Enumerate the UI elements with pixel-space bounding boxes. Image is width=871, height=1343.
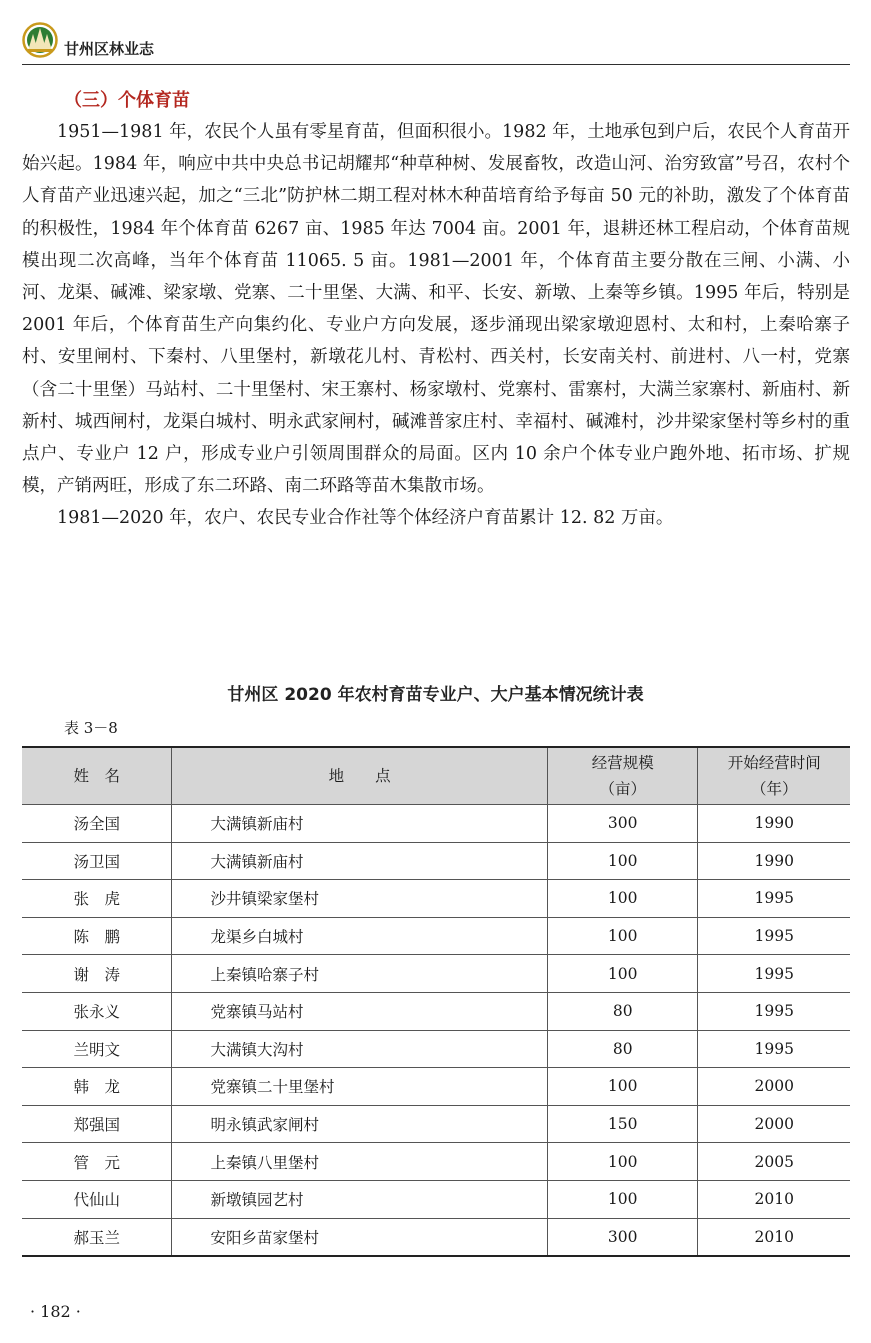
cell-scale: 100 [547, 880, 698, 918]
body-text [22, 116, 850, 535]
cell-scale: 100 [547, 955, 698, 993]
header-scale [547, 747, 698, 805]
cell-scale: 100 [547, 1143, 698, 1181]
header-scale-unit: （亩） [599, 780, 646, 798]
cell-place: 大满镇大沟村 [172, 1030, 548, 1068]
cell-year: 2010 [698, 1218, 850, 1256]
cell-scale: 300 [547, 1218, 698, 1256]
cell-place: 龙渠乡白城村 [172, 917, 548, 955]
table-row [22, 1180, 850, 1218]
cell-name: 郝玉兰 [22, 1218, 172, 1256]
table-row [22, 1105, 850, 1143]
cell-place: 党寨镇马站村 [172, 992, 548, 1030]
statistics-table [22, 746, 850, 1257]
table-row [22, 805, 850, 843]
cell-year: 2000 [698, 1105, 850, 1143]
cell-name: 陈 鹏 [22, 917, 172, 955]
cell-scale: 100 [547, 917, 698, 955]
cell-place: 上秦镇八里堡村 [172, 1143, 548, 1181]
cell-place: 上秦镇哈寨子村 [172, 955, 548, 993]
cell-name: 张 虎 [22, 880, 172, 918]
cell-place: 安阳乡苗家堡村 [172, 1218, 548, 1256]
cell-name: 郑强国 [22, 1105, 172, 1143]
cell-name: 代仙山 [22, 1180, 172, 1218]
header-place: 地 点 [172, 747, 548, 805]
cell-year: 1995 [698, 1030, 850, 1068]
cell-place: 沙井镇梁家堡村 [172, 880, 548, 918]
header-scale-label: 经营规模 [591, 754, 654, 772]
section-title: （三）个体育苗 [64, 90, 190, 111]
table-label: 表 3－8 [64, 719, 118, 737]
cell-scale: 100 [547, 1068, 698, 1106]
cell-year: 2010 [698, 1180, 850, 1218]
cell-scale: 100 [547, 842, 698, 880]
cell-place: 党寨镇二十里堡村 [172, 1068, 548, 1106]
table-row [22, 1218, 850, 1256]
header-start-label: 开始经营时间 [727, 754, 821, 772]
cell-scale: 80 [547, 992, 698, 1030]
cell-name: 管 元 [22, 1143, 172, 1181]
cell-year: 1995 [698, 880, 850, 918]
cell-place: 大满镇新庙村 [172, 842, 548, 880]
cell-year: 1990 [698, 842, 850, 880]
paragraph: 1951—1981 年，农民个人虽有零星育苗，但面积很小。1982 年，土地承包到户后，农民个人育苗开始兴起。1984 年，响应中共中央总书记胡耀邦“种草种树、发展畜牧，改造山河、治穷致富”号召，农村个人育苗产业迅速兴起，加之“三北”防护林二期工程对林木种苗培育给予每亩 50 元的补助，激发了个体育苗的积极性，1984 年个体育苗 6267 亩、1985 年达 7004 亩。2001 年，退耕还林工程启动，个体育苗规模出现二次高峰，当年个体育苗 11065. 5 亩。1981—2001 年，个体育苗主要分散在三闸、小满、小河、龙渠、碱滩、梁家墩、党寨、二十里堡、大满、和平、长安、新墩、上秦等乡镇。1995 年后，特别是 2001 年后，个体育苗生产向集约化、专业户方向发展，逐步涌现出梁家墩迎恩村、太和村，上秦哈寨子村、安里闸村、下秦村、八里堡村，新墩花儿村、青松村、西关村，长安南关村、前进村、八一村，党寨（含二十里堡）马站村、二十里堡村、宋王寨村、杨家墩村、党寨村、雷寨村，大满兰家寨村、新庙村、新新村、城西闸村，龙渠白城村、明永武家闸村，碱滩普家庄村、幸福村、碱滩村，沙井梁家堡村等乡村的重点户、专业户 12 户，形成专业户引领周围群众的局面。区内 10 余户个体专业户跑外地、拓市场、扩规模，产销两旺，形成了东二环路、南二环路等苗木集散市场。 [22, 122, 850, 497]
cell-place: 明永镇武家闸村 [172, 1105, 548, 1143]
cell-name: 汤全国 [22, 805, 172, 843]
table-row [22, 1143, 850, 1181]
table-title: 甘州区 2020 年农村育苗专业户、大户基本情况统计表 [227, 685, 644, 705]
table-row [22, 1030, 850, 1068]
cell-year: 1995 [698, 955, 850, 993]
cell-year: 1995 [698, 992, 850, 1030]
table-row [22, 1068, 850, 1106]
page-header [22, 22, 850, 65]
book-title: 甘州区林业志 [64, 40, 155, 58]
cell-name: 韩 龙 [22, 1068, 172, 1106]
cell-year: 2005 [698, 1143, 850, 1181]
table-row [22, 955, 850, 993]
header-name: 姓 名 [22, 747, 172, 805]
cell-scale: 300 [547, 805, 698, 843]
table-header-row [22, 747, 850, 805]
header-start-time [698, 747, 850, 805]
cell-name: 汤卫国 [22, 842, 172, 880]
cell-scale: 100 [547, 1180, 698, 1218]
cell-place: 大满镇新庙村 [172, 805, 548, 843]
header-start-unit: （年） [750, 780, 798, 798]
cell-year: 2000 [698, 1068, 850, 1106]
table-row [22, 992, 850, 1030]
cell-scale: 150 [547, 1105, 698, 1143]
cell-name: 兰明文 [22, 1030, 172, 1068]
paragraph: 1981—2020 年，农户、农民专业合作社等个体经济户育苗累计 12. 82 万亩。 [57, 508, 674, 529]
cell-scale: 80 [547, 1030, 698, 1068]
page-number: · 182 · [30, 1302, 81, 1321]
cell-name: 张永义 [22, 992, 172, 1030]
cell-place: 新墩镇园艺村 [172, 1180, 548, 1218]
table-row [22, 917, 850, 955]
cell-year: 1995 [698, 917, 850, 955]
table-row [22, 880, 850, 918]
cell-name: 谢 涛 [22, 955, 172, 993]
cell-year: 1990 [698, 805, 850, 843]
forest-logo-icon [22, 22, 58, 58]
table-row [22, 842, 850, 880]
